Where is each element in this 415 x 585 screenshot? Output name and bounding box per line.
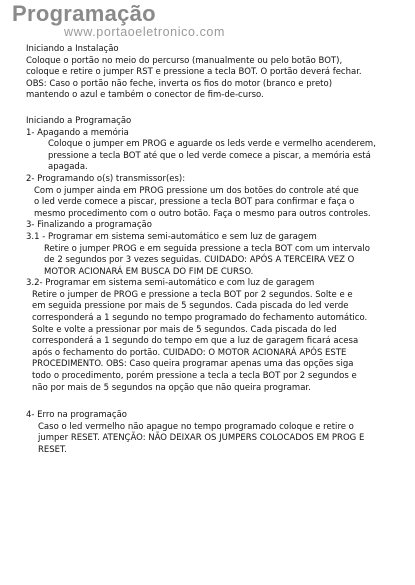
spacer bbox=[26, 394, 411, 410]
section-2-title: 2- Programando o(s) transmissor(es): bbox=[26, 173, 186, 184]
section-3-2-line: após o fechamento do portão. CUIDADO: O MOTOR ACIONARÁ APÓS ESTE bbox=[32, 347, 347, 358]
section-2-line: o led verde comece a piscar, pressione a tecla BOT para confirmar e faça o bbox=[34, 197, 355, 208]
section-3-2-line: todo o procedimento, porém pressione a tecla a tecla BOT por 2 segundos e bbox=[32, 371, 357, 382]
install-line: OBS: Caso o portão não feche, inverta os fios do motor (branco e preto) bbox=[26, 78, 333, 89]
section-4-line: jumper RESET. ATENÇÃO: NÃO DEIXAR OS JUMPERS COLOCADOS EM PROG E bbox=[38, 433, 365, 444]
install-line: Coloque o portão no meio do percurso (manualmente ou pelo botão BOT), bbox=[26, 55, 343, 66]
section-3-title: 3- Finalizando a programação bbox=[26, 220, 152, 231]
section-3-2-line: Solte e volte a pressionar por mais de 5 segundos. Cada piscada do led bbox=[32, 324, 337, 335]
section-2-line: mesmo procedimento com o outro botão. Faça o mesmo para outros controles. bbox=[34, 208, 371, 219]
section-1-line: Coloque o jumper em PROG e aguarde os leds verde e vermelho acenderem, bbox=[48, 139, 376, 150]
instructions-body bbox=[26, 44, 411, 457]
install-line: mantendo o azul e também o conector de fim-de-curso. bbox=[26, 90, 264, 101]
section-3-2-line: não por mais de 5 segundos na opção que não queira programar. bbox=[32, 382, 311, 393]
section-3-2-line: em seguida pressione por mais de 5 segundos. Cada piscada do led verde bbox=[32, 301, 349, 312]
section-3-1-title: 3.1 - Programar em sistema semi-automático e sem luz de garagem bbox=[26, 231, 317, 242]
section-2-line: Com o jumper ainda em PROG pressione um dos botões do controle até que bbox=[34, 185, 359, 196]
page-title: Programação bbox=[12, 1, 156, 26]
section-3-2-line: corresponderá a 1 segundo no tempo programado do fechamento automático. bbox=[32, 313, 368, 324]
spacer bbox=[26, 102, 411, 116]
section-1-title: 1- Apagando a memória bbox=[26, 127, 129, 138]
section-4-line: Caso o led vermelho não apague no tempo programado coloque e retire o bbox=[38, 421, 354, 432]
section-3-1-line: MOTOR ACIONARÁ EM BUSCA DO FIM DE CURSO. bbox=[44, 266, 254, 277]
section-1-line: apagada. bbox=[48, 162, 88, 173]
section-4-line: RESET. bbox=[38, 445, 67, 455]
section-3-2-line: corresponderá a 1 segundo do tempo em que a luz de garagem ficará acesa bbox=[32, 336, 359, 347]
install-line: coloque e retire o jumper RST e pressione a tecla BOT. O portão deverá fechar. bbox=[26, 67, 362, 78]
site-url: www.portaoeletronico.com bbox=[64, 25, 225, 39]
section-1-line: pressione a tecla BOT até que o led verde comece a piscar, a memória está bbox=[48, 150, 371, 161]
section-3-2-line: PROCEDIMENTO. OBS: Caso queira programar apenas uma das opções siga bbox=[32, 359, 354, 370]
section-3-2-line: Retire o jumper de PROG e pressione a tecla BOT por 2 segundos. Solte e e bbox=[32, 289, 353, 300]
programming-heading: Iniciando a Programação bbox=[26, 115, 132, 126]
section-3-1-line: de 2 segundos por 3 vezes seguidas. CUIDADO: APÓS A TERCEIRA VEZ O bbox=[44, 255, 355, 266]
install-heading: Iniciando a Instalação bbox=[26, 44, 119, 54]
section-4-title: 4- Erro na programação bbox=[26, 410, 127, 421]
section-3-1-line: Retire o jumper PROG e em seguida pressione a tecla BOT com um intervalo bbox=[44, 243, 370, 254]
section-3-2-title: 3.2- Programar em sistema semi-automático e com luz de garagem bbox=[26, 278, 315, 289]
